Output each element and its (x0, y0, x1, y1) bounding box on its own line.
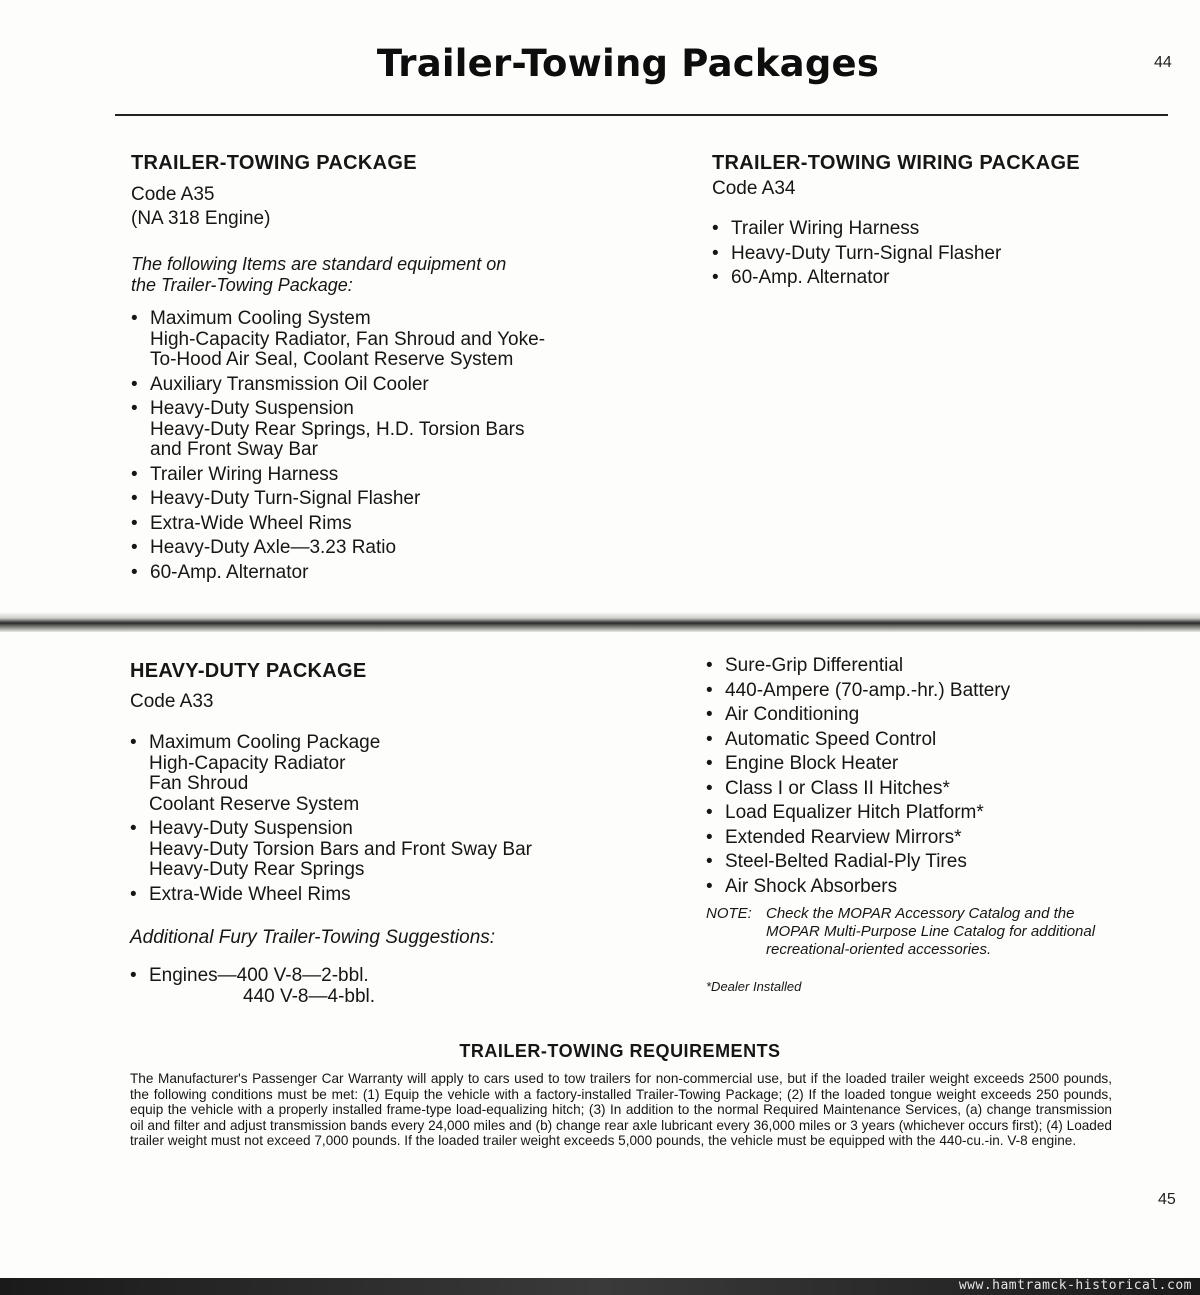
mopar-note (706, 905, 1176, 959)
page-fold (0, 612, 1200, 632)
towing-package-engine-note: (NA 318 Engine) (131, 208, 271, 229)
list-item (712, 219, 1172, 240)
list-item (131, 489, 611, 510)
list-item-label: Load Equalizer Hitch Platform* (725, 802, 984, 823)
list-item-label: Trailer Wiring Harness (731, 218, 920, 239)
suggestions-title: Additional Fury Trailer-Towing Suggestions: (130, 927, 496, 948)
list-item (131, 538, 611, 559)
list-item (131, 465, 611, 486)
note-line1: Check the MOPAR Accessory Catalog and the (766, 905, 1075, 922)
list-item (131, 375, 611, 396)
list-item-label: Heavy-Duty Suspension (149, 818, 353, 839)
list-item-detail: To-Hood Air Seal, Coolant Reserve System (150, 349, 514, 370)
list-item (131, 563, 611, 584)
heavy-duty-list (130, 733, 630, 905)
towing-package-list (131, 309, 611, 583)
engine-suggestions (130, 966, 630, 1007)
wiring-package-section (712, 153, 1172, 289)
page-number-top: 44 (1154, 54, 1172, 71)
list-item (706, 656, 1176, 677)
list-item-label: Auxiliary Transmission Oil Cooler (150, 373, 429, 395)
towing-package-code: Code A35 (131, 184, 215, 205)
requirements-body: The Manufacturer's Passenger Car Warranty will apply to cars used to tow trailers for non-commercial use, but if the loaded trailer weight exceeds 2500 pounds, the following conditions must be met: (1) Equip the vehicle with a factory-installed Trailer-Towing Package; (2) If the loaded tongue weight exceeds 250 pounds, equip the vehicle with a properly installed frame-type load-equalizing hitch; (3) In addition to the normal Required Maintenance Services, (a) change transmission oil and filter and adjust transmission bands every 24,000 miles and (b) change rear axle lubricant every 36,000 miles or 3 years (whichever occurs first); (4) Loaded trailer weight must not exceed 7,000 pounds. If the loaded trailer weight exceeds 5,000 pounds, the vehicle must be equipped with the 440-cu.-in. V-8 engine. (130, 1071, 1112, 1148)
note-line2: MOPAR Multi-Purpose Line Catalog for additional (766, 923, 1096, 940)
list-item (130, 966, 630, 1007)
options-section (706, 656, 1176, 997)
list-item-label: Extra-Wide Wheel Rims (149, 883, 351, 905)
page-number-bottom: 45 (1158, 1191, 1176, 1208)
options-list (706, 656, 1176, 897)
heavy-duty-heading: HEAVY-DUTY PACKAGE (130, 660, 367, 682)
list-item (130, 733, 630, 815)
list-item-label: Heavy-Duty Turn-Signal Flasher (731, 242, 1002, 264)
list-item-detail: Fan Shroud (149, 773, 249, 794)
wiring-package-list (712, 219, 1172, 289)
engines-line2: 440 V-8—4-bbl. (243, 985, 376, 1007)
engines-line1: Engines—400 V-8—2-bbl. (149, 965, 369, 986)
list-item-label: Air Shock Absorbers (725, 875, 898, 897)
list-item (706, 754, 1176, 775)
list-item (706, 803, 1176, 824)
wiring-package-code: Code A34 (712, 178, 796, 199)
list-item-detail: and Front Sway Bar (150, 439, 318, 460)
requirements-title: TRAILER-TOWING REQUIREMENTS (459, 1041, 781, 1061)
list-item (706, 877, 1176, 898)
list-item (131, 514, 611, 535)
list-item-label: Maximum Cooling System (150, 308, 371, 329)
list-item (712, 268, 1172, 289)
list-item (706, 730, 1176, 751)
list-item-label: Extra-Wide Wheel Rims (150, 512, 352, 534)
list-item-label: Heavy-Duty Suspension (150, 398, 354, 419)
towing-package-heading: TRAILER-TOWING PACKAGE (131, 152, 417, 174)
list-item (131, 399, 611, 461)
list-item-detail: Heavy-Duty Torsion Bars and Front Sway Bar (149, 838, 532, 860)
list-item-label: Heavy-Duty Axle—3.23 Ratio (150, 537, 397, 558)
list-item-detail: Heavy-Duty Rear Springs, H.D. Torsion Bars (150, 418, 525, 440)
towing-package-intro-line1: The following Items are standard equipment on (131, 254, 507, 274)
heavy-duty-section (130, 661, 630, 1007)
towing-package-section (131, 153, 611, 583)
list-item (130, 819, 630, 881)
list-item (706, 828, 1176, 849)
list-item-detail: Heavy-Duty Rear Springs (149, 859, 365, 880)
list-item-label: Automatic Speed Control (725, 728, 937, 750)
list-item-label: 440-Ampere (70-amp.-hr.) Battery (725, 679, 1011, 701)
list-item-label: Air Conditioning (725, 704, 860, 725)
list-item-label: 60-Amp. Alternator (731, 267, 890, 288)
heavy-duty-code: Code A33 (130, 691, 214, 712)
list-item-label: Heavy-Duty Turn-Signal Flasher (150, 488, 421, 509)
wiring-package-heading: TRAILER-TOWING WIRING PACKAGE (712, 152, 1080, 174)
list-item-detail: High-Capacity Radiator, Fan Shroud and Yoke- (150, 328, 546, 350)
watermark: www.hamtramck-historical.com (958, 1278, 1192, 1293)
list-item (706, 681, 1176, 702)
list-item-label: Sure-Grip Differential (725, 655, 904, 676)
list-item-label: Steel-Belted Radial-Ply Tires (725, 851, 967, 872)
note-line3: recreational-oriented accessories. (766, 941, 992, 958)
list-item (712, 244, 1172, 265)
list-item-label: Maximum Cooling Package (149, 732, 381, 753)
list-item-label: Class I or Class II Hitches* (725, 777, 950, 799)
list-item-detail: Coolant Reserve System (149, 793, 360, 815)
title-divider (115, 114, 1168, 116)
list-item (130, 885, 630, 906)
list-item-label: Extended Rearview Mirrors* (725, 826, 962, 848)
list-item (706, 852, 1176, 873)
list-item-detail: High-Capacity Radiator (149, 752, 346, 774)
towing-package-intro-line2: the Trailer-Towing Package: (131, 275, 353, 295)
dealer-installed-note: *Dealer Installed (706, 979, 802, 994)
list-item (131, 309, 611, 371)
list-item-label: Trailer Wiring Harness (150, 463, 339, 485)
list-item-label: Engine Block Heater (725, 753, 899, 774)
note-prefix: NOTE: (706, 905, 752, 922)
list-item (706, 705, 1176, 726)
list-item-label: 60-Amp. Alternator (150, 561, 309, 583)
page-title: Trailer-Towing Packages (376, 42, 880, 85)
list-item (706, 779, 1176, 800)
